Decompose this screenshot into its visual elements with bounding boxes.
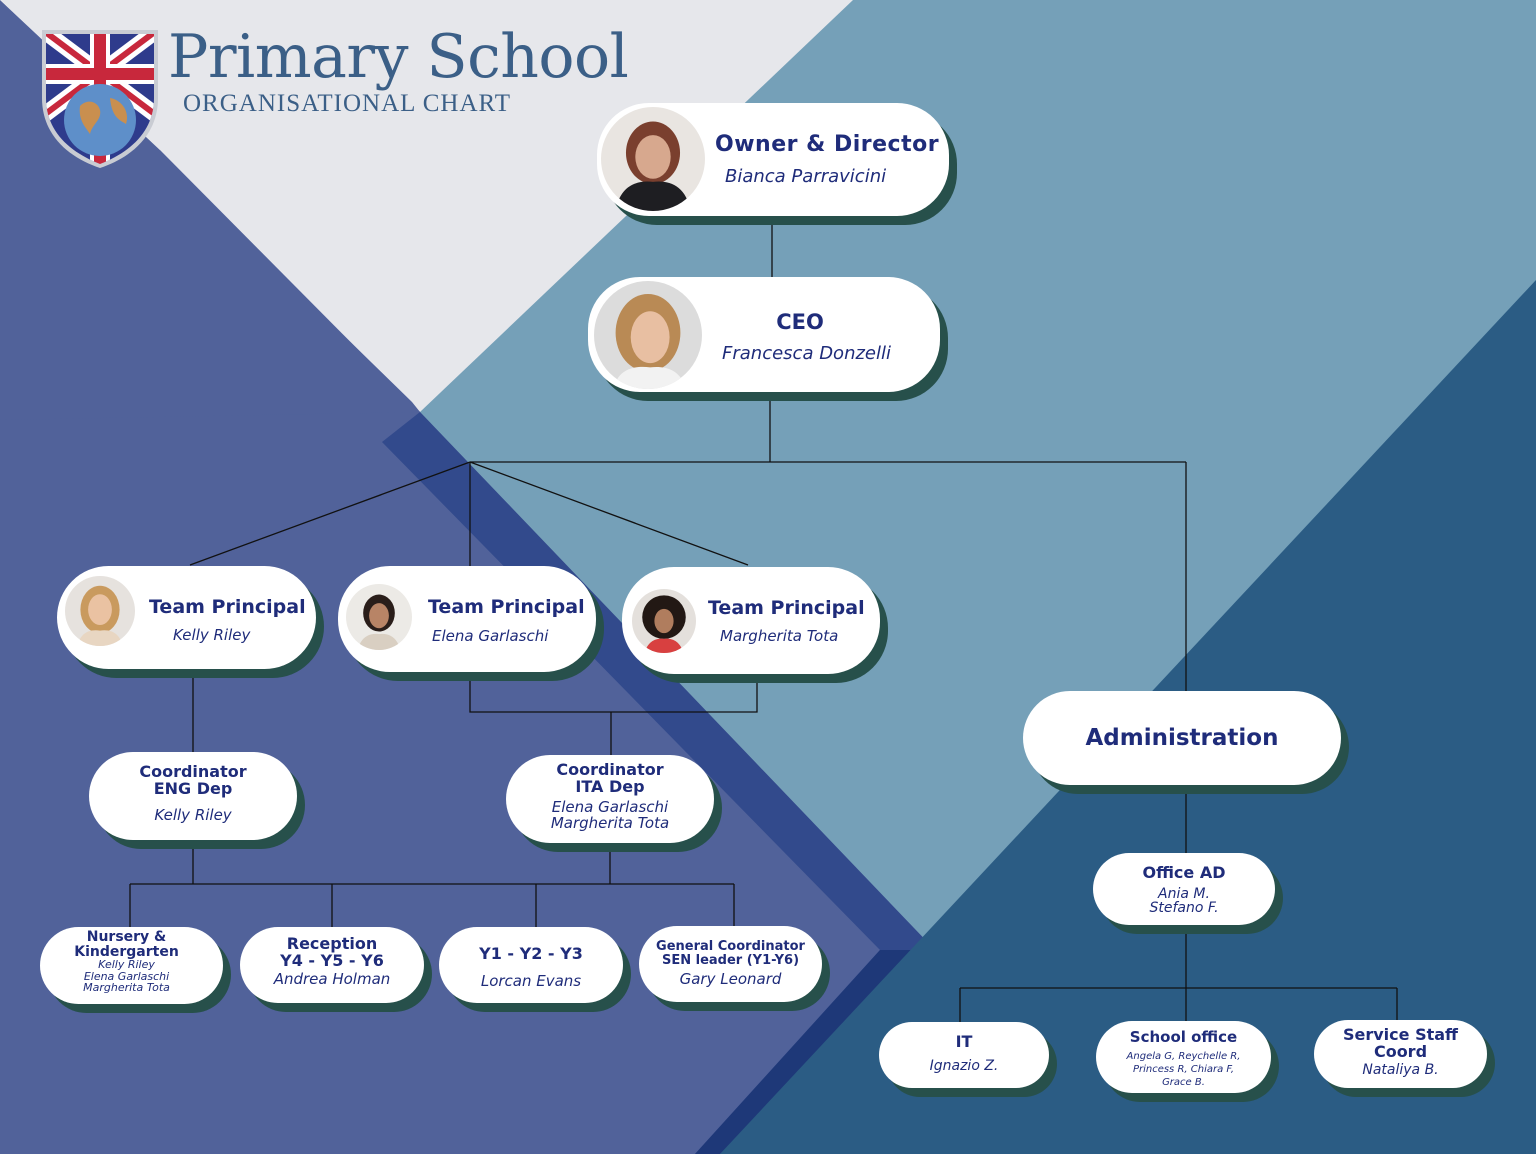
schooloffice-names-3: Grace B.: [1162, 1076, 1205, 1088]
node-team-principal-1: [57, 566, 316, 669]
avatar-ceo: [594, 281, 702, 389]
nursery-title-2: Kindergarten: [74, 943, 179, 960]
node-y1-y2-y3: [439, 927, 623, 1003]
node-team-principal-3: [622, 567, 880, 674]
nursery-name-3: Margherita Tota: [83, 981, 170, 995]
officead-title: Office AD: [1142, 863, 1226, 882]
node-coordinator-eng: [89, 752, 297, 840]
reception-title-2: Y4 - Y5 - Y6: [280, 950, 384, 970]
nursery-title-1: Nursery &: [86, 929, 167, 945]
admin-title: Administration: [1085, 725, 1279, 751]
node-team-principal-2: [338, 566, 596, 672]
tp1-title: Team Principal: [149, 596, 306, 618]
node-it: [879, 1022, 1049, 1088]
gencoord-name: Gary Leonard: [679, 970, 782, 989]
node-service-staff: [1314, 1020, 1487, 1088]
node-owner-director: [597, 103, 949, 216]
coord-ita-title-2: ITA Dep: [575, 776, 645, 796]
coord-eng-title-1: Coordinator: [139, 762, 247, 781]
officead-name-1: Ania M.: [1158, 885, 1210, 902]
node-school-office: [1096, 1021, 1271, 1093]
coord-ita-title-1: Coordinator: [556, 760, 664, 779]
service-title-1: Service Staff: [1342, 1025, 1458, 1044]
schooloffice-title: School office: [1129, 1028, 1238, 1046]
node-coordinator-ita: [506, 755, 714, 843]
nursery-name-2: Elena Garlaschi: [83, 970, 170, 984]
it-title: IT: [955, 1032, 973, 1051]
y123-title: Y1 - Y2 - Y3: [479, 944, 583, 963]
schooloffice-names-2: Princess R, Chiara F,: [1132, 1063, 1235, 1075]
gencoord-title-2: SEN leader (Y1-Y6): [661, 952, 800, 968]
coord-ita-name-1: Elena Garlaschi: [551, 797, 669, 816]
service-title-2: Coord: [1373, 1041, 1428, 1061]
avatar-team-principal-3: [632, 589, 696, 653]
it-name: Ignazio Z.: [929, 1057, 999, 1074]
y123-name: Lorcan Evans: [480, 971, 582, 990]
avatar-team-principal-1: [65, 576, 135, 646]
tp3-title: Team Principal: [708, 597, 865, 619]
node-reception: [240, 927, 424, 1003]
service-name: Nataliya B.: [1362, 1061, 1439, 1078]
node-administration: [1023, 691, 1341, 785]
node-general-coordinator: [639, 926, 822, 1002]
nursery-name-1: Kelly Riley: [98, 958, 155, 972]
ceo-title: CEO: [776, 310, 824, 334]
coord-eng-name: Kelly Riley: [154, 805, 232, 824]
tp2-name: Elena Garlaschi: [432, 627, 549, 645]
owner-title: Owner & Director: [715, 132, 940, 157]
union-jack-globe-shield-logo: [40, 28, 160, 168]
avatar-team-principal-2: [346, 584, 412, 650]
gencoord-title-1: General Coordinator: [656, 939, 805, 954]
tp1-name: Kelly Riley: [173, 626, 251, 644]
page-subtitle: ORGANISATIONAL CHART: [183, 90, 511, 117]
tp2-title: Team Principal: [428, 596, 585, 618]
node-office-ad: [1093, 853, 1275, 925]
reception-title-1: Reception: [286, 934, 378, 953]
node-nursery-kindergarten: [40, 927, 223, 1004]
reception-name: Andrea Holman: [273, 969, 391, 988]
officead-name-2: Stefano F.: [1149, 899, 1219, 916]
page-title: Primary School: [168, 22, 629, 92]
avatar-owner: [601, 107, 705, 211]
node-ceo: [588, 277, 940, 392]
schooloffice-names-1: Angela G, Reychelle R,: [1126, 1050, 1241, 1062]
tp3-name: Margherita Tota: [720, 627, 839, 645]
ceo-name: Francesca Donzelli: [722, 343, 891, 364]
coord-ita-name-2: Margherita Tota: [550, 814, 670, 833]
owner-name: Bianca Parravicini: [725, 166, 887, 187]
coord-eng-title-2: ENG Dep: [153, 778, 233, 798]
